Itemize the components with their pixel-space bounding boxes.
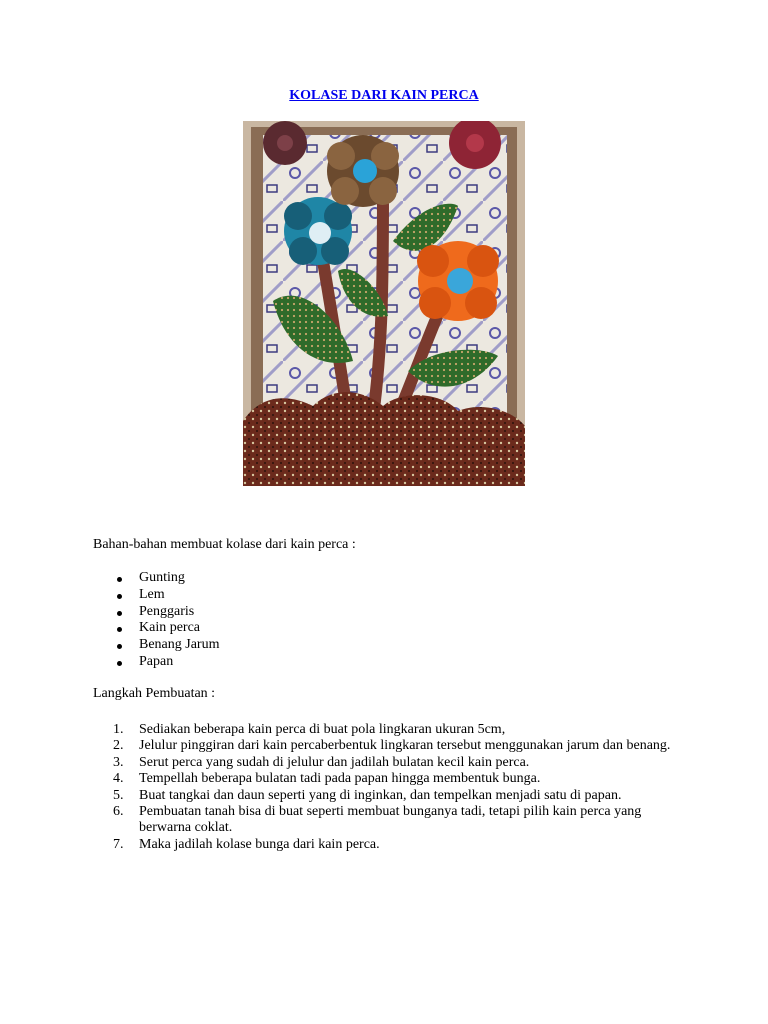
orange-flower [417, 241, 499, 321]
list-item [93, 722, 693, 738]
step-number: 4. [113, 771, 124, 787]
step-text: Sediakan beberapa kain perca di buat pola lingkaran ukuran 5cm, [139, 722, 506, 737]
list-item [93, 804, 693, 837]
list-item [93, 771, 693, 787]
step-text: Maka jadilah kolase bunga dari kain perca. [139, 836, 380, 852]
step-number: 1. [113, 722, 124, 737]
brown-flower [327, 135, 399, 207]
list-item [93, 788, 693, 804]
list-item [93, 837, 693, 853]
step-text: Tempellah beberapa bulatan tadi pada papan hingga membentuk bunga. [139, 771, 541, 787]
step-text: Pembuatan tanah bisa di buat seperti membuat bunganya tadi, tetapi pilih kain perca yang berwarna coklat. [139, 804, 642, 836]
step-number: 3. [113, 754, 124, 770]
step-number: 2. [113, 738, 124, 754]
document-title[interactable]: KOLASE DARI KAIN PERCA [289, 88, 479, 103]
list-item [93, 755, 693, 771]
list-item [93, 738, 693, 754]
step-number: 6. [113, 804, 124, 820]
list-item: Lem [93, 587, 219, 604]
corner-flower-left [263, 121, 307, 165]
steps-heading: Langkah Pembuatan : [93, 686, 216, 701]
step-text: Serut perca yang sudah di jelulur dan jadilah bulatan kecil kain perca. [139, 754, 530, 770]
list-item: Kain perca [93, 620, 219, 637]
list-item: Gunting [93, 570, 219, 587]
step-number: 7. [113, 836, 124, 852]
list-item: Benang Jarum [93, 637, 219, 654]
teal-flower [284, 197, 352, 265]
fabric-collage-photo [243, 121, 525, 486]
materials-intro: Bahan-bahan membuat kolase dari kain perca : [93, 537, 356, 552]
step-text: Buat tangkai dan daun seperti yang di inginkan, dan tempelkan menjadi satu di papan. [139, 787, 622, 803]
step-number: 5. [113, 787, 124, 803]
list-item: Penggaris [93, 604, 219, 621]
materials-list [93, 570, 219, 671]
step-text: Jelulur pinggiran dari kain percaberbentuk lingkaran tersebut menggunakan jarum dan benang. [139, 738, 671, 754]
list-item: Papan [93, 654, 219, 671]
steps-list [93, 722, 693, 853]
